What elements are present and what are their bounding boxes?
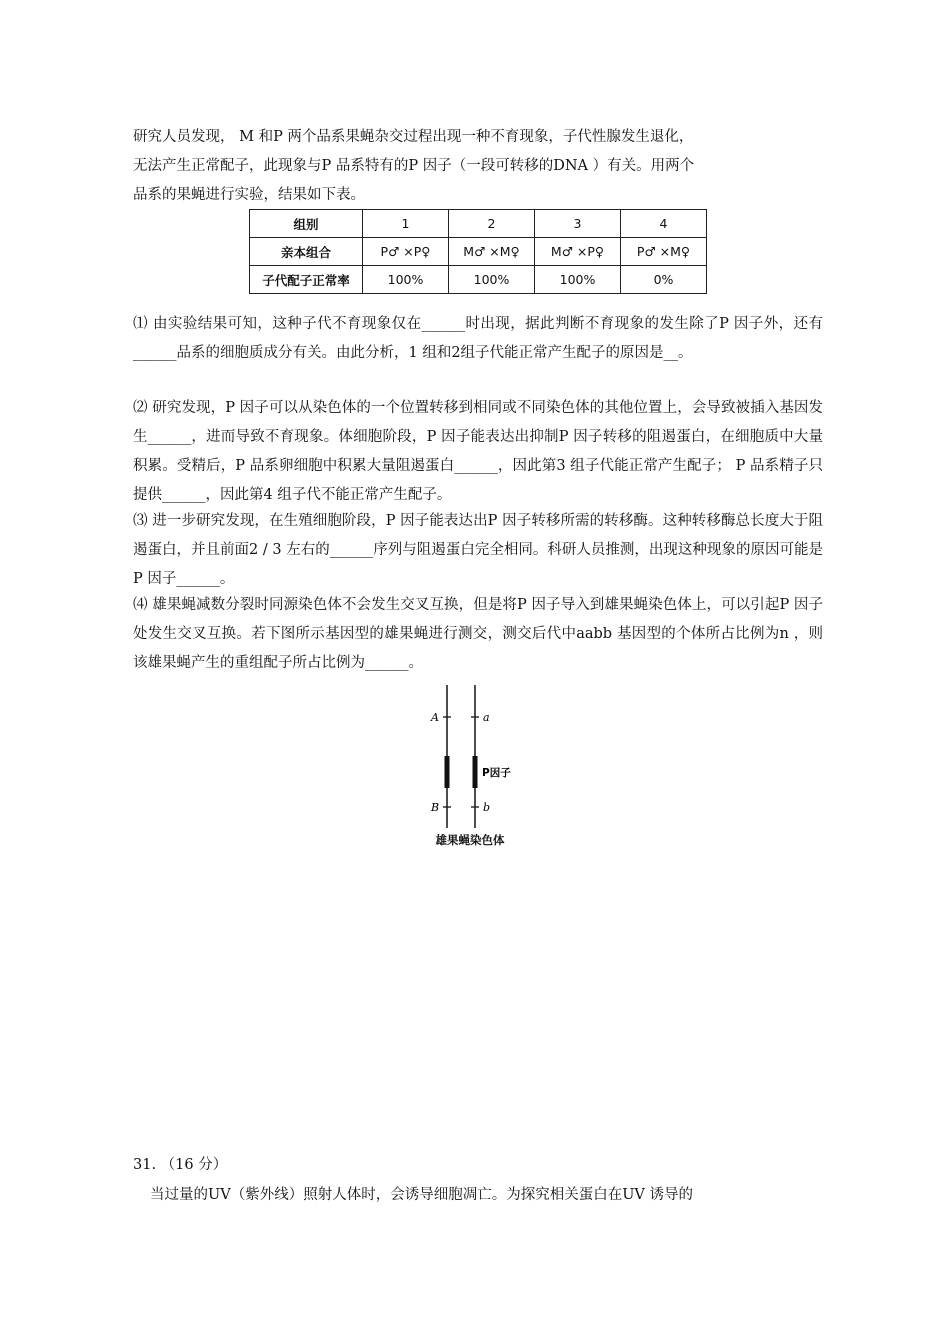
table-cell: 2 <box>449 210 535 238</box>
intro-line-2: 无法产生正常配子，此现象与P 品系特有的P 因子（一段可转移的DNA ）有关。用两个 <box>133 158 695 174</box>
label-p-factor: P因子 <box>482 767 511 779</box>
table-cell: M♂ ×P♀ <box>535 238 621 266</box>
table-cell: P♂ ×M♀ <box>621 238 707 266</box>
label-A: A <box>431 711 439 724</box>
question-3: ⑶ 进一步研究发现，在生殖细胞阶段，P 因子能表达出P 因子转移所需的转移酶。这种转移酶总长度大于阻遏蛋白，并且前面2 / 3 左右的______序列与阻遏蛋白完全相同。科研人员推测，出现这种现象的原因可能是P 因子______。 <box>133 513 823 587</box>
question-31-text: 当过量的UV（紫外线）照射人体时，会诱导细胞凋亡。为探究相关蛋白在UV 诱导的 <box>150 1187 693 1203</box>
table-cell: 100% <box>449 266 535 294</box>
table-cell: P♂ ×P♀ <box>363 238 449 266</box>
question-2: ⑵ 研究发现，P 因子可以从染色体的一个位置转移到相同或不同染色体的其他位置上，会导致被插入基因发生______，进而导致不育现象。体细胞阶段，P 因子能表达出抑制P 因子转移的阻遏蛋白，在细胞质中大量积累。受精后，P 品系卵细胞中积累大量阻遏蛋白______，因此第3 组子代能正常产生配子； P 品系精子只提供______，因此第4 组子代不能正常产生配子。 <box>133 400 823 503</box>
table-cell: 100% <box>535 266 621 294</box>
table-cell: 0% <box>621 266 707 294</box>
table-row <box>250 266 707 294</box>
intro-paragraph <box>133 123 823 210</box>
figure-caption: 雄果蝇染色体 <box>435 833 505 847</box>
results-table <box>249 209 707 294</box>
question-1: ⑴ 由实验结果可知，这种子代不育现象仅在______时出现，据此判断不育现象的发生除了P 因子外，还有______品系的细胞质成分有关。由此分析，1 组和2组子代能正常产生配子的原因是__。 <box>133 316 823 361</box>
p-factor-block-left <box>445 756 450 788</box>
label-a: a <box>483 711 490 724</box>
chromosome-figure <box>420 680 530 850</box>
table-cell: 4 <box>621 210 707 238</box>
question-4: ⑷ 雄果蝇减数分裂时同源染色体不会发生交叉互换，但是将P 因子导入到雄果蝇染色体上，可以引起P 因子处发生交叉互换。若下图所示基因型的雄果蝇进行测交，测交后代中aabb 基因型的个体所占比例为n ，则该雄果蝇产生的重组配子所占比例为______。 <box>133 597 823 671</box>
table-cell: 1 <box>363 210 449 238</box>
table-cell: 子代配子正常率 <box>250 266 363 294</box>
table-row <box>250 238 707 266</box>
label-B: B <box>431 801 440 814</box>
intro-line-3: 品系的果蝇进行实验，结果如下表。 <box>133 187 365 203</box>
table-header-row <box>250 210 707 238</box>
question-31-number: 31. （16 分） <box>133 1157 228 1173</box>
p-factor-block-right <box>473 756 478 788</box>
table-cell: 3 <box>535 210 621 238</box>
table-cell: 组别 <box>250 210 363 238</box>
table-cell: M♂ ×M♀ <box>449 238 535 266</box>
table-cell: 100% <box>363 266 449 294</box>
intro-line-1: 研究人员发现， M 和P 两个品系果蝇杂交过程出现一种不育现象，子代性腺发生退化， <box>133 129 694 145</box>
table-cell: 亲本组合 <box>250 238 363 266</box>
label-b: b <box>483 801 491 814</box>
chromosome-diagram <box>420 680 530 850</box>
